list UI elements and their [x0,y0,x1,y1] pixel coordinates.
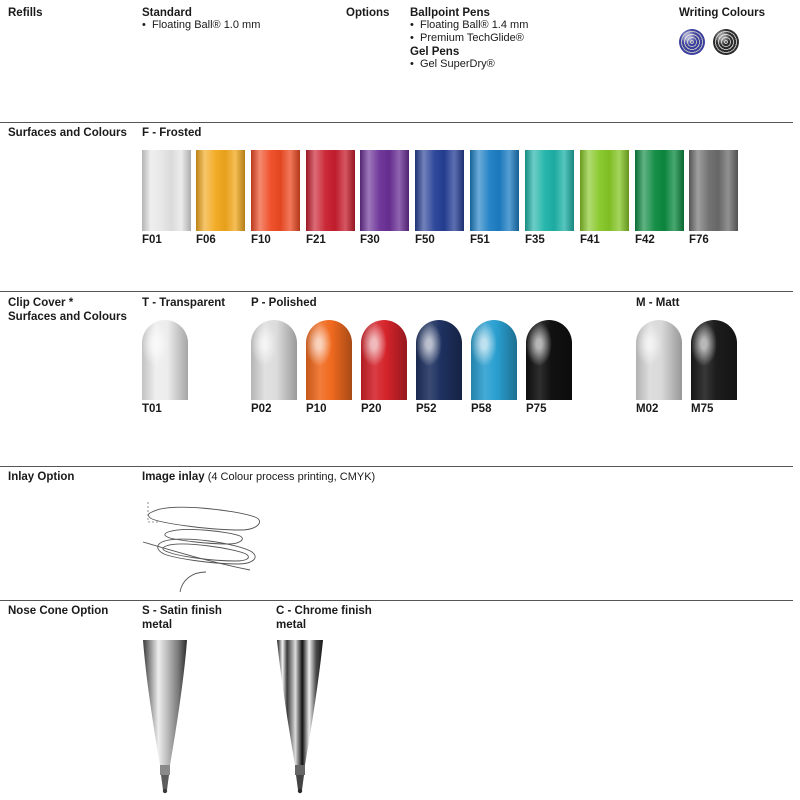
swatch-code: F41 [580,234,600,246]
swatch-code: F06 [196,234,216,246]
swatch-f41 [580,150,629,231]
standard-list [142,19,260,32]
chrome-subheading: metal [276,619,307,631]
swatch-code: F21 [306,234,326,246]
inlay-heading: Image inlay [142,471,205,483]
gel-list [410,58,495,71]
swatch-f51 [470,150,519,231]
refills-label: Refills [8,7,43,19]
swatch-f10 [251,150,300,231]
clip-cover-p58 [471,320,517,400]
clip-cover-p75 [526,320,572,400]
inlay-heading-line [142,471,375,484]
swatch-f76 [689,150,738,231]
inlay-label: Inlay Option [8,471,75,483]
satin-nose-cone-image [140,640,190,795]
clip-cover-m02 [636,320,682,400]
clip-cover-p10 [306,320,352,400]
clip-cover-code: P75 [526,403,547,415]
swatch-code: F76 [689,234,709,246]
clip-cover-code: M02 [636,403,659,415]
clip-cover-p52 [416,320,462,400]
clip-cover-m75 [691,320,737,400]
clip-cover-code: P20 [361,403,382,415]
clip-cover-p20 [361,320,407,400]
swatch-f21 [306,150,355,231]
list-item: • Gel SuperDry® [410,58,495,71]
list-item: • Floating Ball® 1.4 mm [410,19,528,32]
clip-cover-code: T01 [142,403,162,415]
chrome-heading: C - Chrome finish [276,605,372,617]
frosted-heading: F - Frosted [142,127,202,139]
swatch-code: F50 [415,234,435,246]
chrome-nose-cone-image [274,640,326,795]
swatch-code: F01 [142,234,162,246]
options-label: Options [346,7,390,19]
section-divider [0,466,793,467]
polished-heading: P - Polished [251,297,317,309]
section-divider [0,600,793,601]
ballpoint-heading: Ballpoint Pens [410,7,490,19]
clip-cover-label: Clip Cover * [8,297,74,309]
clip-cover-code: P52 [416,403,437,415]
standard-heading: Standard [142,7,192,19]
nose-cone-label: Nose Cone Option [8,605,109,617]
swatch-code: F42 [635,234,655,246]
inlay-diagram [140,492,280,592]
swatch-code: F35 [525,234,545,246]
satin-subheading: metal [142,619,173,631]
swatch-f01 [142,150,191,231]
swatch-code: F10 [251,234,271,246]
matt-heading: M - Matt [636,297,680,309]
swatch-f42 [635,150,684,231]
clip-cover-code: M75 [691,403,714,415]
section-divider [0,122,793,123]
swatch-code: F30 [360,234,380,246]
surfaces-label: Surfaces and Colours [8,127,127,139]
writing-colour-blue [679,29,705,55]
writing-colours-heading: Writing Colours [679,7,766,19]
ballpoint-list [410,19,528,45]
swatch-f35 [525,150,574,231]
clip-cover-code: P10 [306,403,327,415]
swatch-f06 [196,150,245,231]
section-divider [0,291,793,292]
satin-heading: S - Satin finish [142,605,222,617]
transparent-heading: T - Transparent [142,297,226,309]
clip-cover-t01 [142,320,188,400]
list-item: • Floating Ball® 1.0 mm [142,19,260,32]
writing-colour-black [713,29,739,55]
clip-cover-code: P58 [471,403,492,415]
clip-cover-code: P02 [251,403,272,415]
clip-cover-sublabel: Surfaces and Colours [8,311,127,323]
gel-heading: Gel Pens [410,46,460,58]
swatch-f50 [415,150,464,231]
inlay-heading-note: (4 Colour process printing, CMYK) [207,471,376,483]
clip-cover-p02 [251,320,297,400]
swatch-code: F51 [470,234,490,246]
list-item: • Premium TechGlide® [410,32,528,45]
swatch-f30 [360,150,409,231]
